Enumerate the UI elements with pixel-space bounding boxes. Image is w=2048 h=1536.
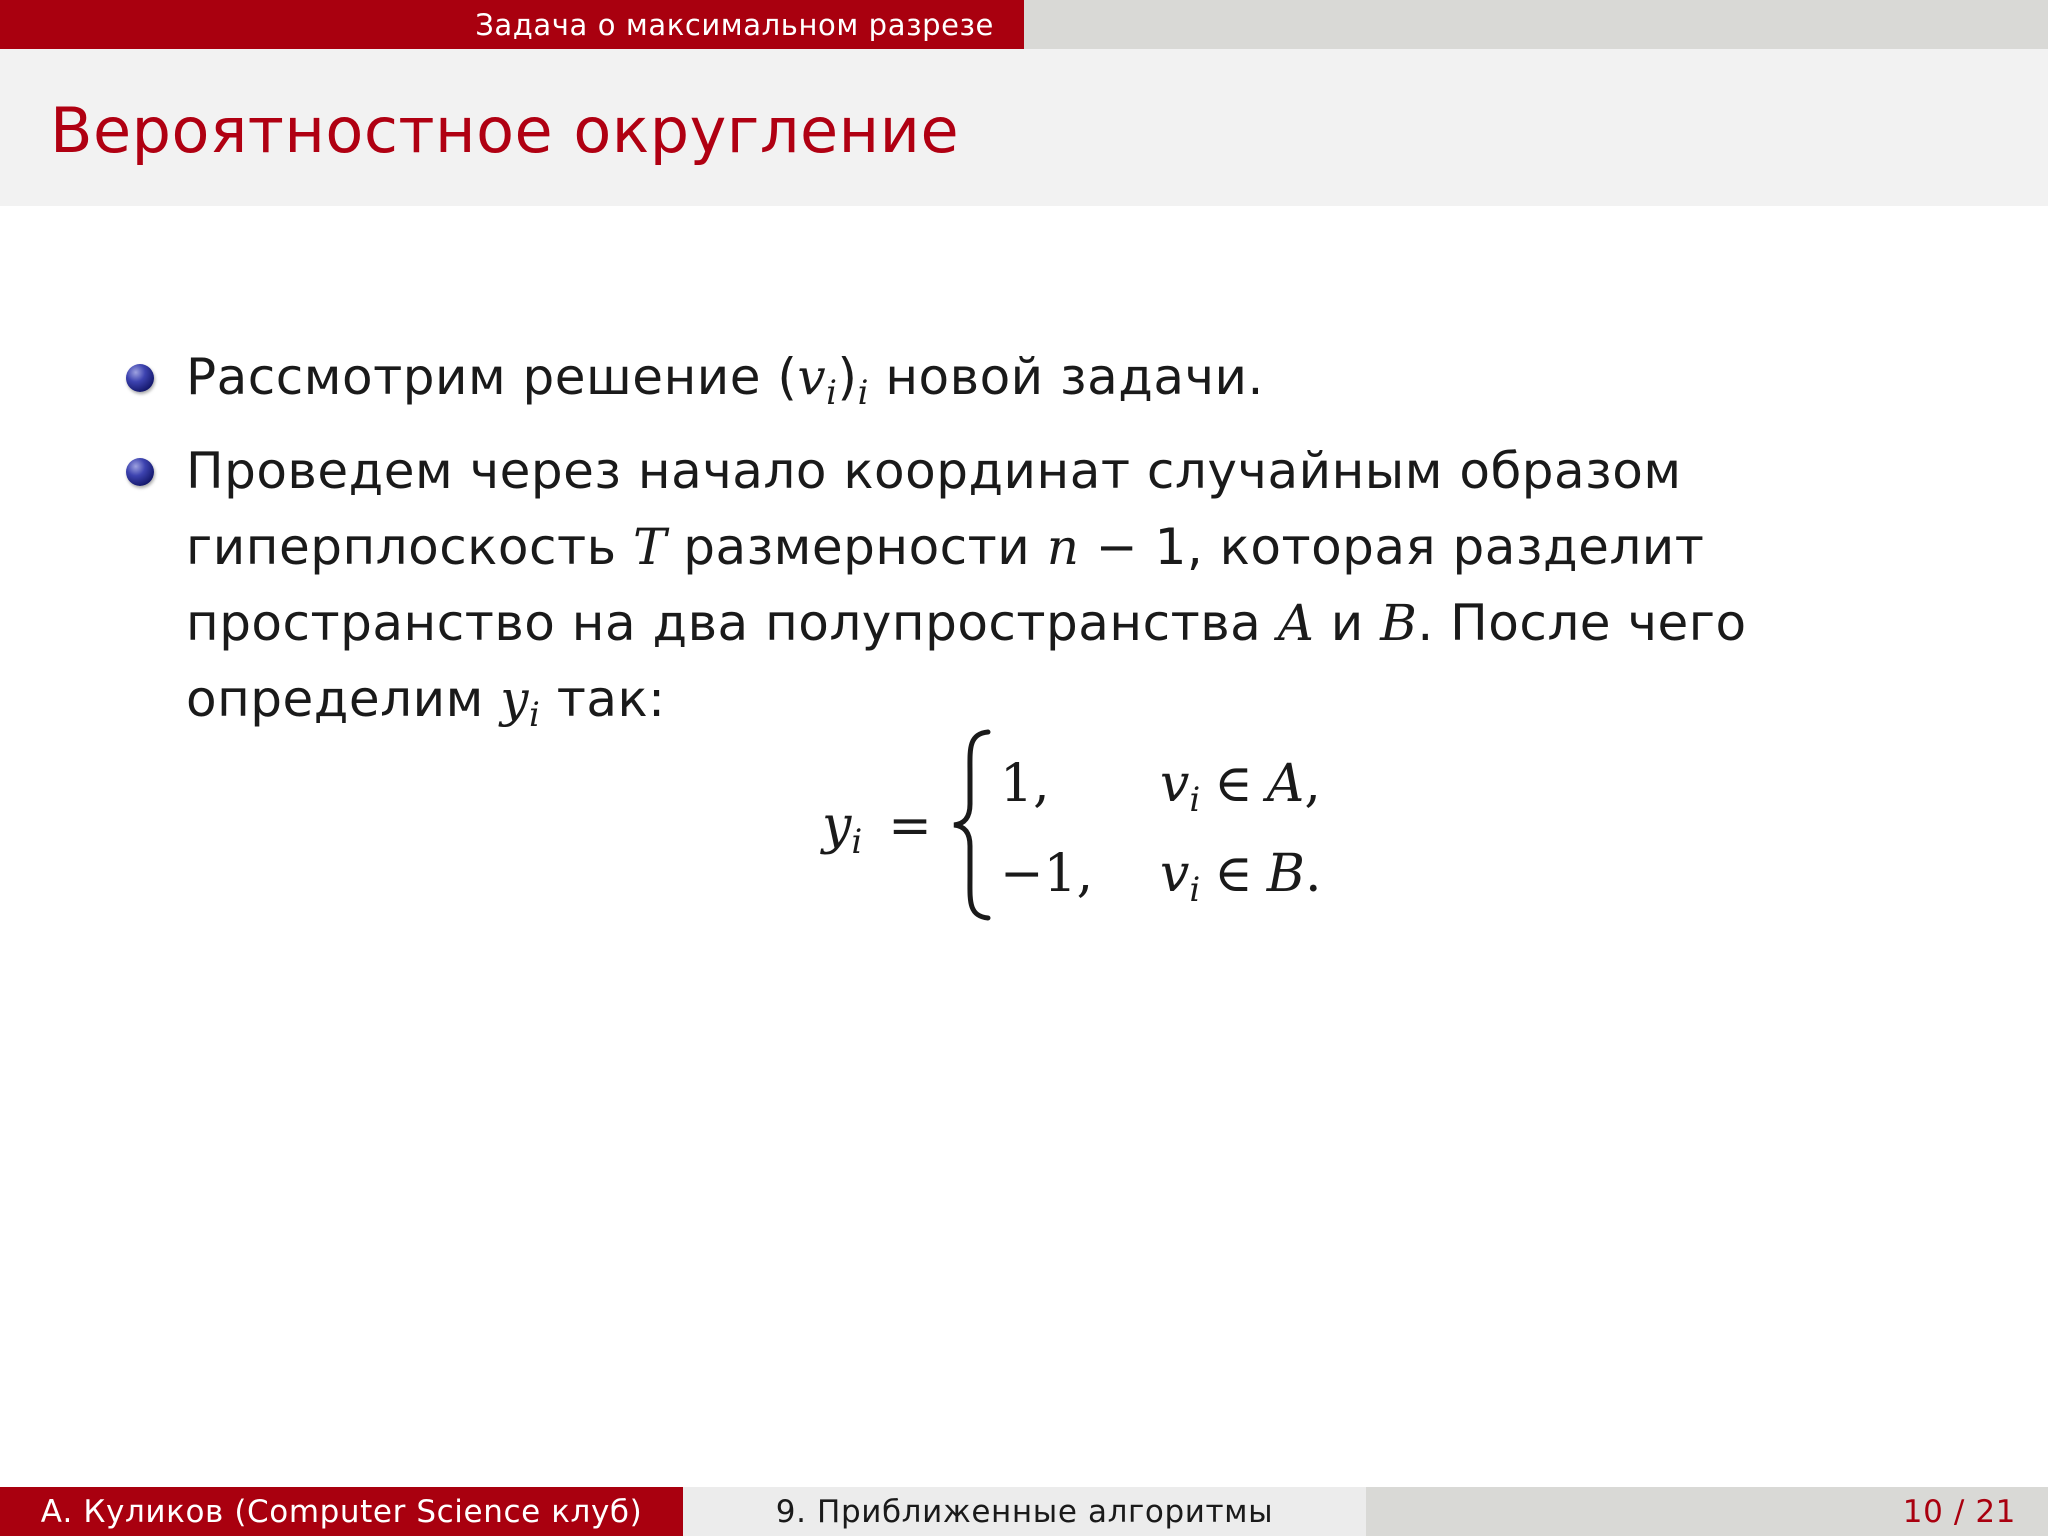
text-run: и (1314, 594, 1381, 652)
footer-talk-title[interactable]: 9. Приближенные алгоритмы (683, 1487, 1366, 1536)
footer-bar (0, 1487, 2048, 1536)
element-of-symbol: ∈ (1214, 754, 1253, 814)
bullet-2-line-2 (186, 518, 1705, 576)
bullet-2-line-4 (186, 670, 666, 735)
text-run: ) (837, 348, 858, 406)
math-var: A (1277, 594, 1315, 652)
header-bar (0, 0, 2048, 49)
text-run: размерности (666, 518, 1047, 576)
math-var: y (500, 670, 529, 728)
math-subscript: i (826, 373, 838, 413)
frame-title: Вероятностное округление (50, 94, 960, 167)
text-run: . После чего (1417, 594, 1747, 652)
punctuation: . (1304, 844, 1322, 904)
math-var: v (797, 348, 827, 406)
element-of-symbol: ∈ (1214, 844, 1253, 904)
math-subscript: i (857, 373, 869, 413)
punctuation: , (1304, 754, 1321, 814)
math-var: B (1380, 594, 1418, 652)
math-var: y (822, 796, 852, 856)
text-run: пространство на два полупространства (186, 594, 1278, 652)
case-value: −1, (1000, 844, 1094, 904)
bullet-icon (126, 458, 154, 486)
text-run: так: (540, 670, 666, 728)
text-run: новой задачи. (868, 348, 1264, 406)
bullet-2-line-1 (186, 442, 1682, 500)
left-brace-icon (950, 728, 994, 922)
footer-author[interactable]: А. Куликов (Computer Science клуб) (0, 1487, 683, 1536)
case-1-condition (1160, 754, 1321, 820)
math-var: A (1266, 754, 1305, 814)
header-filler (1024, 0, 2048, 49)
math-var: v (1160, 754, 1190, 814)
text-run: − 1, которая разделит (1079, 518, 1705, 576)
equals-sign: = (888, 796, 932, 856)
math-subscript: i (1189, 870, 1201, 910)
math-var: n (1046, 518, 1080, 576)
case-value: 1, (1000, 754, 1050, 814)
case-2-condition (1160, 844, 1322, 910)
equation-lhs (822, 796, 932, 862)
bullet-2-line-3 (186, 594, 1747, 652)
bullet-icon (126, 364, 154, 392)
text-run: Проведем через начало координат случайным образом (186, 442, 1682, 500)
math-var: B (1266, 844, 1305, 904)
math-var: v (1160, 844, 1190, 904)
bullet-1-line-1 (186, 348, 1264, 413)
math-subscript: i (528, 695, 541, 735)
math-var: T (632, 518, 667, 576)
text-run: определим (186, 670, 501, 728)
text-run: Рассмотрим решение ( (186, 348, 798, 406)
section-title[interactable]: Задача о максимальном разрезе (0, 0, 1024, 49)
math-subscript: i (1189, 780, 1201, 820)
text-run: гиперплоскость (186, 518, 633, 576)
case-1-value (1000, 754, 1050, 814)
footer-page-number: 10 / 21 (1366, 1487, 2048, 1536)
math-subscript: i (851, 822, 863, 862)
case-2-value (1000, 844, 1094, 904)
